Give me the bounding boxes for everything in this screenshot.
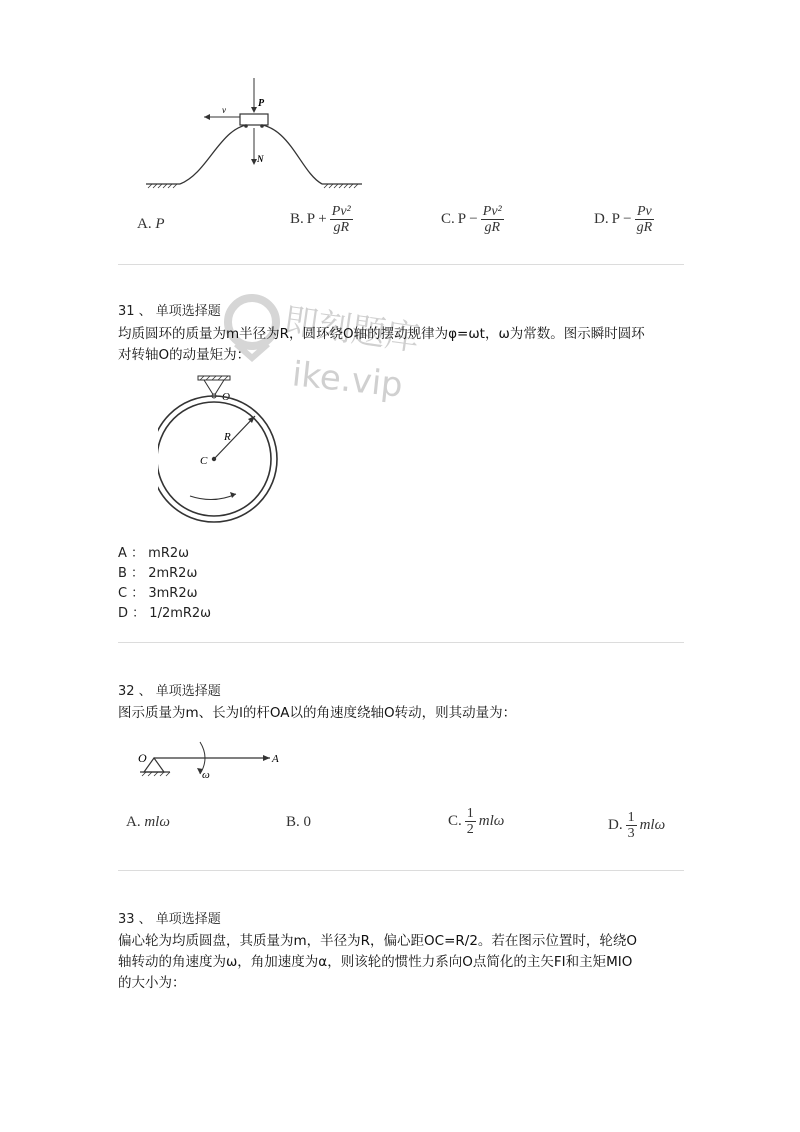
divider: [118, 642, 684, 643]
q31-option-a[interactable]: [118, 544, 189, 563]
q31-option-b[interactable]: [118, 564, 197, 583]
q31-rotation-arrow: [190, 494, 236, 500]
q30-option-d-den: gR: [636, 220, 653, 235]
q30-option-d[interactable]: [594, 204, 654, 235]
q33-text-line2: 轴转动的角速度为ω，角加速度为α，则该轮的惯性力系向O点简化的主矢FI和主矩MIO: [118, 954, 633, 970]
q30-label-p: P: [258, 98, 265, 109]
q31-ring-outer: [158, 396, 277, 522]
q31-option-c-label: C ：: [118, 586, 145, 601]
q30-option-d-num: Pv: [636, 204, 652, 219]
q30-option-b-den: gR: [333, 220, 350, 235]
q30-option-b[interactable]: [290, 204, 353, 235]
q30-option-b-letter: B.: [290, 211, 304, 227]
q30-option-a-letter: A.: [137, 216, 152, 232]
q30-option-c-base: P −: [457, 211, 478, 227]
q32-option-d-num: 1: [627, 810, 635, 825]
q32-option-a-letter: A.: [126, 814, 141, 830]
q32-option-b-letter: B.: [286, 814, 300, 830]
q32-text-line1: 图示质量为m、长为l的杆OA以的角速度绕轴O转动，则其动量为：: [118, 705, 517, 721]
q32-option-d-letter: D.: [608, 817, 623, 833]
q32-label-a: A: [272, 753, 279, 765]
q31-header: 31 、 单项选择题: [118, 304, 221, 319]
q32-option-d-tail: mlω: [639, 817, 666, 833]
q32-option-c-tail: mlω: [478, 813, 505, 829]
divider: [118, 264, 684, 265]
q32-option-a[interactable]: [126, 814, 170, 831]
q32-option-c-letter: C.: [448, 813, 462, 829]
q31-label-o: O: [222, 391, 230, 403]
q31-option-c-text: 3mR2ω: [148, 586, 198, 601]
q30-option-c-letter: C.: [441, 211, 455, 227]
watermark-text-cn: 即刻题库: [281, 300, 422, 360]
q30-option-d-fraction: [635, 204, 655, 235]
q30-option-c-fraction: [481, 204, 504, 235]
q32-header: 32 、 单项选择题: [118, 684, 221, 699]
q30-option-b-num: Pv²: [331, 204, 351, 219]
q33-text-line3: 的大小为：: [118, 975, 186, 991]
q32-figure: [136, 738, 296, 782]
q33-header: 33 、 单项选择题: [118, 912, 221, 927]
q31-option-d-text: 1/2mR2ω: [149, 606, 212, 621]
q32-option-d-fraction: [626, 810, 637, 841]
q32-label-omega: ω: [202, 769, 210, 781]
q32-label-o: O: [138, 751, 147, 765]
q30-option-c-num: Pv²: [482, 204, 502, 219]
q30-vehicle: [240, 114, 268, 125]
q33-text-line1: 偏心轮为均质圆盘，其质量为m，半径为R，偏心距OC=R/2。若在图示位置时，轮绕O: [118, 933, 638, 949]
q32-option-b-expr: 0: [303, 814, 312, 830]
q31-label-c: C: [200, 455, 208, 467]
q31-option-c[interactable]: [118, 584, 197, 603]
q32-option-b[interactable]: [286, 814, 311, 831]
q30-option-c[interactable]: [441, 204, 504, 235]
q31-option-b-label: B ：: [118, 566, 145, 581]
q32-option-c[interactable]: [448, 806, 504, 837]
q30-option-d-letter: D.: [594, 211, 609, 227]
q31-text-line1: 均质圆环的质量为m半径为R，圆环绕O轴的摆动规律为φ=ωt，ω为常数。图示瞬时圆环: [118, 326, 645, 342]
q31-option-a-label: A ：: [118, 546, 145, 561]
q32-option-c-den: 2: [466, 822, 474, 837]
q32-option-c-fraction: [465, 806, 476, 837]
q32-option-d[interactable]: [608, 810, 665, 841]
q30-option-a[interactable]: [137, 216, 165, 233]
q32-option-a-expr: mlω: [144, 814, 170, 830]
q31-text-line2: 对转轴O的动量矩为：: [118, 347, 251, 363]
watermark-text-url: ike.vip: [290, 354, 405, 406]
q31-option-a-text: mR2ω: [148, 546, 190, 561]
q31-option-b-text: 2mR2ω: [148, 566, 198, 581]
q30-label-v: v: [222, 105, 226, 115]
q30-figure: [140, 72, 370, 202]
q31-option-d-label: D ：: [118, 606, 146, 621]
q31-figure: [158, 374, 288, 524]
q30-option-b-fraction: [330, 204, 353, 235]
q30-option-d-base: P −: [611, 211, 632, 227]
q30-option-c-den: gR: [484, 220, 501, 235]
q32-option-c-num: 1: [466, 806, 474, 821]
q31-label-r: R: [224, 431, 231, 443]
q31-radius-line: [214, 416, 255, 459]
q32-option-d-den: 3: [627, 826, 635, 841]
divider: [118, 870, 684, 871]
q30-option-b-base: P +: [306, 211, 327, 227]
q31-option-d[interactable]: [118, 604, 211, 623]
q30-option-a-expr: P: [155, 216, 165, 232]
q30-label-n: N: [257, 154, 264, 164]
q30-hill-curve: [180, 124, 322, 184]
q32-pivot-support: [144, 758, 164, 772]
